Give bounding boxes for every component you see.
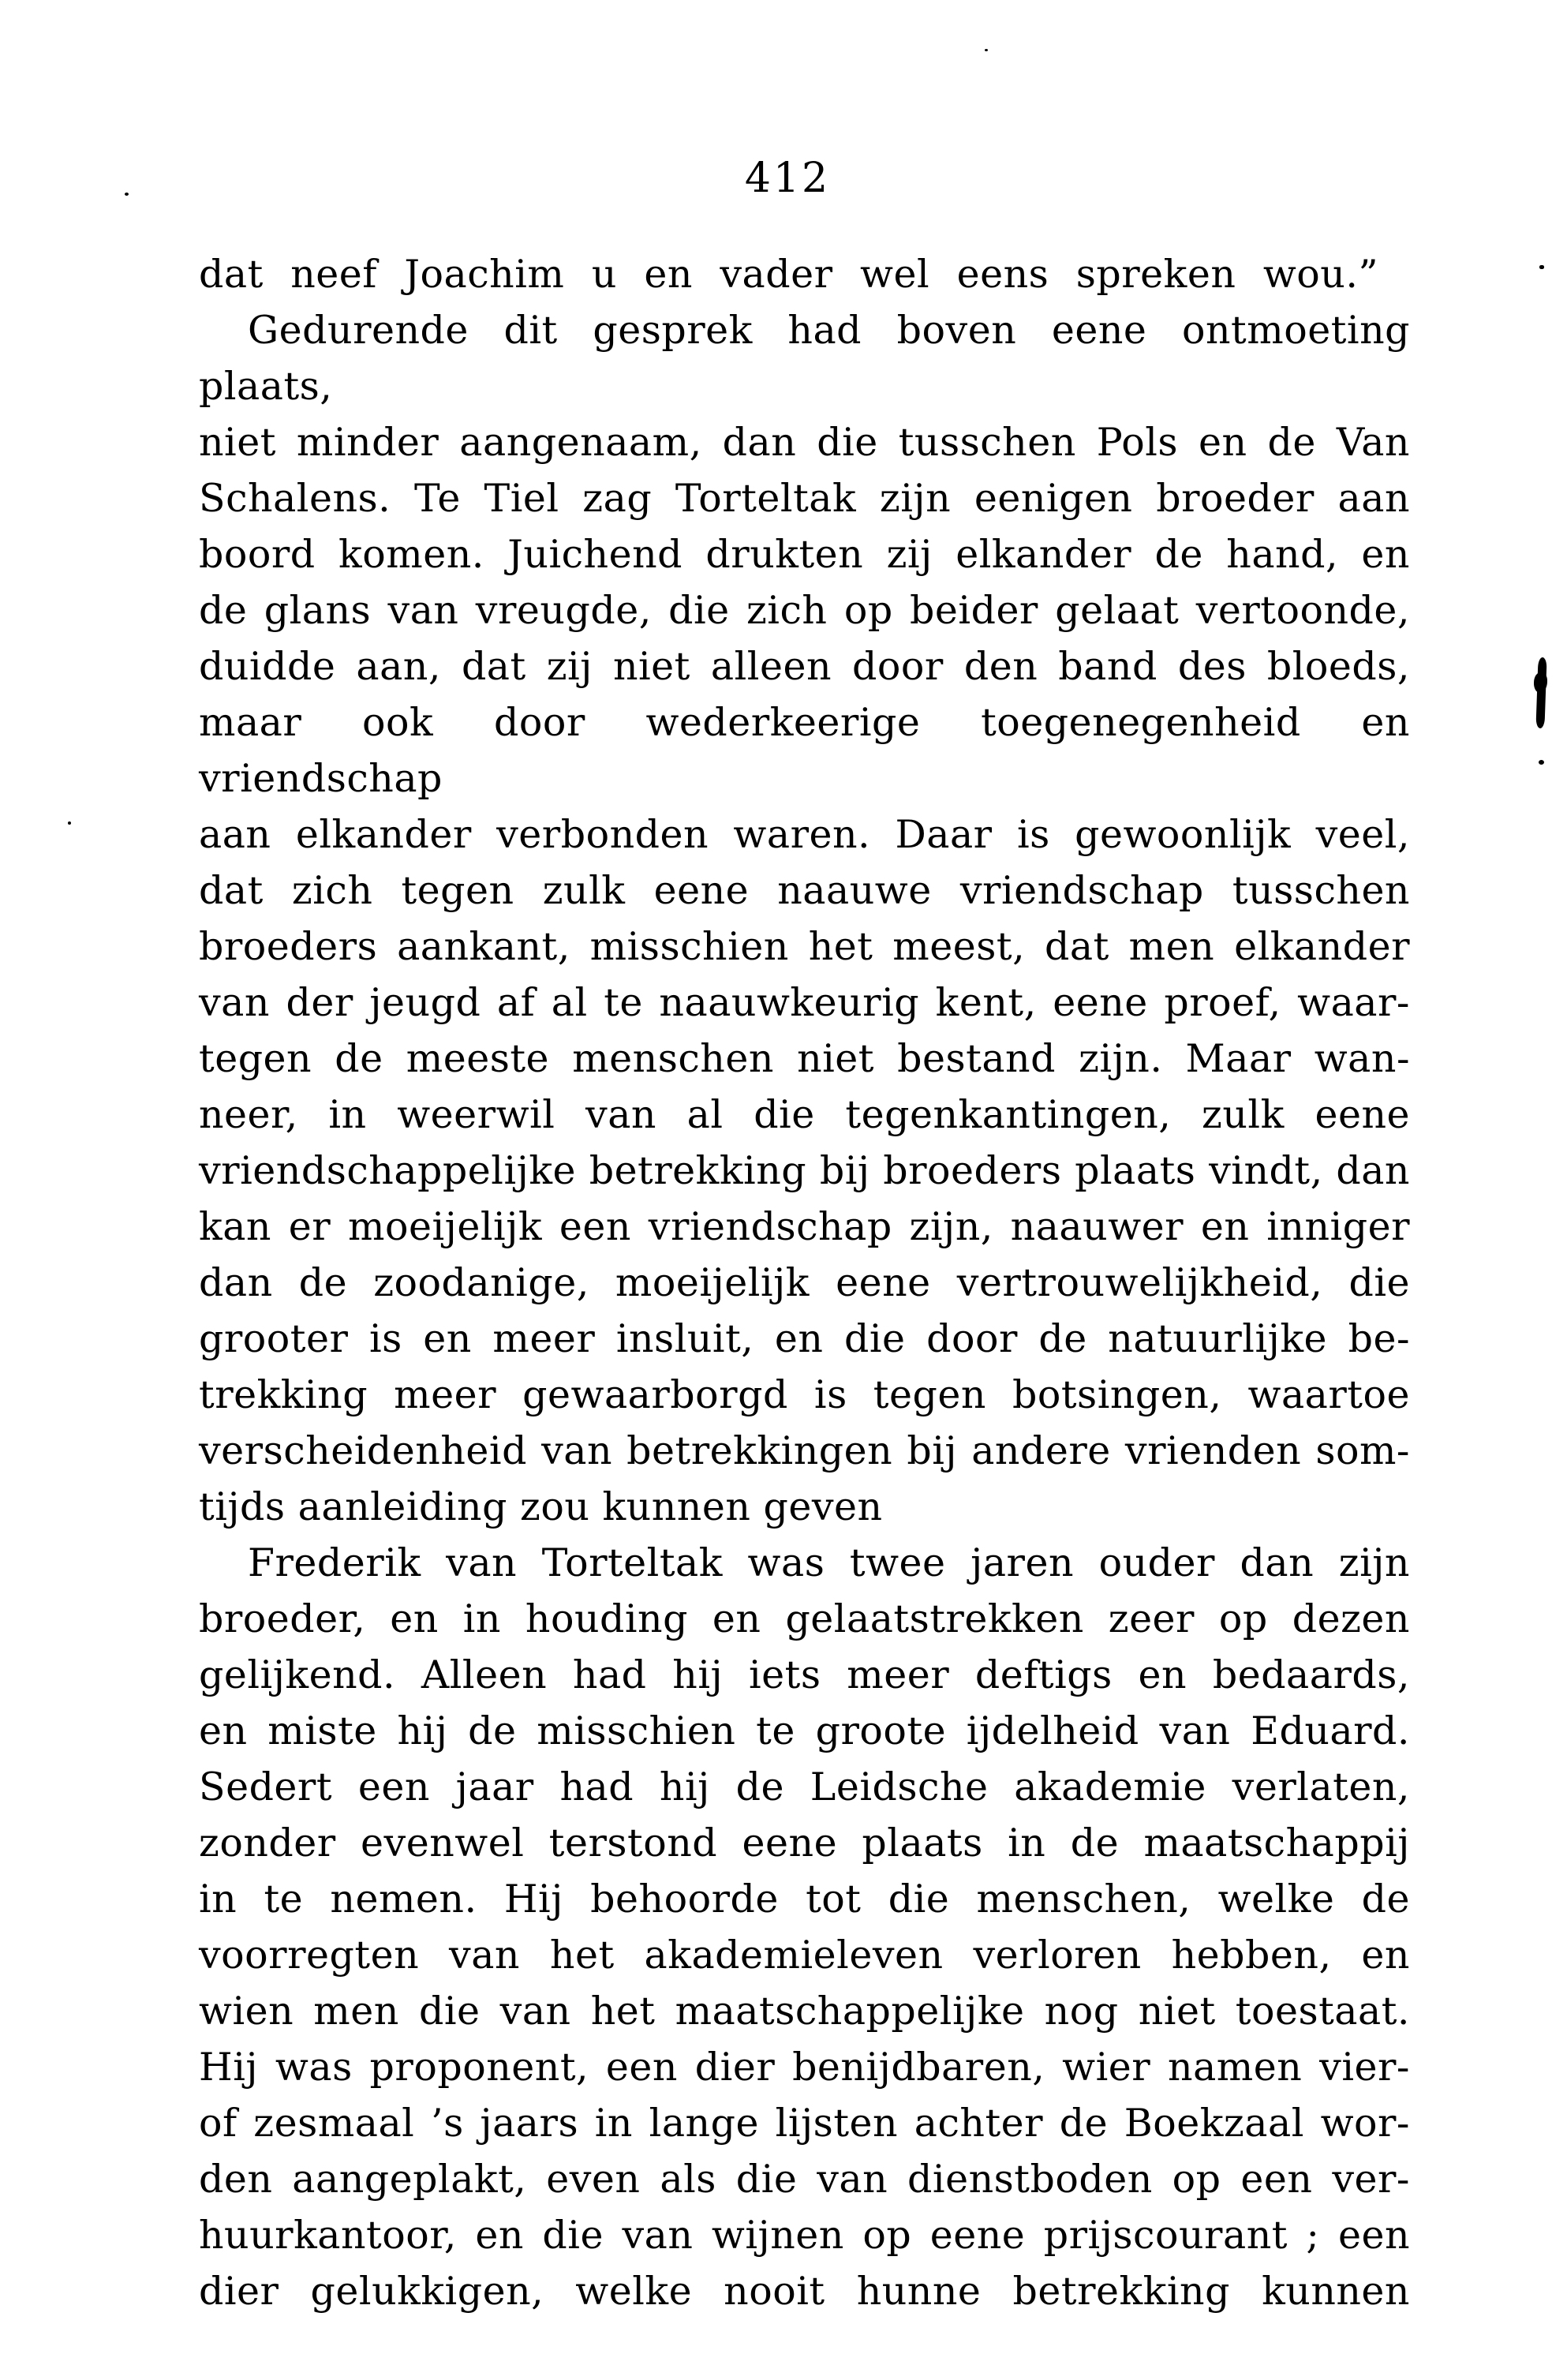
- text-line: Schalens. Te Tiel zag Torteltak zijn eenigen broeder aan: [199, 476, 1410, 521]
- text-line: voorregten van het akademieleven verloren hebben, en: [199, 1933, 1410, 1978]
- text-line: Frederik van Torteltak was twee jaren ouder dan zijn: [248, 1540, 1410, 1585]
- page-number: 412: [744, 155, 831, 202]
- text-line: Hij was proponent, een dier benijdbaren, wier namen vier-: [199, 2045, 1410, 2090]
- text-line: wien men die van het maatschappelijke nog niet toestaat.: [199, 1989, 1410, 2034]
- text-line: vriendschappelijke betrekking bij broeders plaats vindt, dan: [199, 1148, 1410, 1193]
- text-line: gelijkend. Alleen had hij iets meer deftigs en bedaards,: [199, 1652, 1410, 1697]
- text-line: dat zich tegen zulk eene naauwe vriendschap tusschen: [199, 868, 1410, 913]
- text-line: trekking meer gewaarborgd is tegen botsingen, waartoe: [199, 1372, 1410, 1417]
- text-line: den aangeplakt, even als die van dienstboden op een ver-: [199, 2157, 1410, 2202]
- text-line: niet minder aangenaam, dan die tusschen Pols en de Van: [199, 420, 1410, 465]
- ink-speck: [1539, 760, 1544, 765]
- text-line: neer, in weerwil van al die tegenkantingen, zulk eene: [199, 1092, 1410, 1137]
- text-line: dat neef Joachim u en vader wel eens spreken wou.”: [199, 252, 1378, 297]
- ink-speck: [985, 49, 988, 51]
- text-line: grooter is en meer insluit, en die door de natuurlijke be-: [199, 1316, 1410, 1361]
- text-line: broeder, en in houding en gelaatstrekken zeer op dezen: [199, 1596, 1410, 1641]
- text-line: of zesmaal ’s jaars in lange lijsten achter de Boekzaal wor-: [199, 2101, 1410, 2146]
- text-line: en miste hij de misschien te groote ijdelheid van Eduard.: [199, 1708, 1410, 1753]
- ink-speck: [1539, 265, 1544, 269]
- text-line: tegen de meeste menschen niet bestand zijn. Maar wan-: [199, 1036, 1410, 1081]
- text-line: de glans van vreugde, die zich op beider gelaat vertoonde,: [199, 588, 1410, 633]
- text-line: duidde aan, dat zij niet alleen door den band des bloeds,: [199, 644, 1410, 689]
- text-line: maar ook door wederkeerige toegenegenheid en vriendschap: [199, 700, 1410, 801]
- page-body: [199, 246, 1410, 2319]
- text-line: huurkantoor, en die van wijnen op eene prijscourant ; een: [199, 2213, 1410, 2258]
- ink-smudge: [1535, 657, 1546, 728]
- ink-speck: [125, 193, 129, 196]
- text-line: boord komen. Juichend drukten zij elkander de hand, en: [199, 532, 1410, 577]
- text-line: in te nemen. Hij behoorde tot die menschen, welke de: [199, 1877, 1410, 1922]
- text-line: dan de zoodanige, moeijelijk eene vertrouwelijkheid, die: [199, 1260, 1410, 1305]
- text-line: verscheidenheid van betrekkingen bij andere vrienden som-: [199, 1428, 1410, 1473]
- text-line: Gedurende dit gesprek had boven eene ontmoeting plaats,: [199, 308, 1410, 409]
- text-line: kan er moeijelijk een vriendschap zijn, naauwer en inniger: [199, 1204, 1410, 1249]
- ink-speck: [68, 821, 71, 825]
- text-line: Sedert een jaar had hij de Leidsche akademie verlaten,: [199, 1764, 1410, 1809]
- text-line: van der jeugd af al te naauwkeurig kent, eene proef, waar-: [199, 980, 1410, 1025]
- text-line: dier gelukkigen, welke nooit hunne betrekking kunnen: [199, 2269, 1410, 2314]
- text-line: aan elkander verbonden waren. Daar is gewoonlijk veel,: [199, 812, 1410, 857]
- text-line: tijds aanleiding zou kunnen geven: [199, 1484, 883, 1529]
- text-line: broeders aankant, misschien het meest, dat men elkander: [199, 924, 1410, 969]
- text-line: zonder evenwel terstond eene plaats in de maatschappij: [199, 1821, 1410, 1865]
